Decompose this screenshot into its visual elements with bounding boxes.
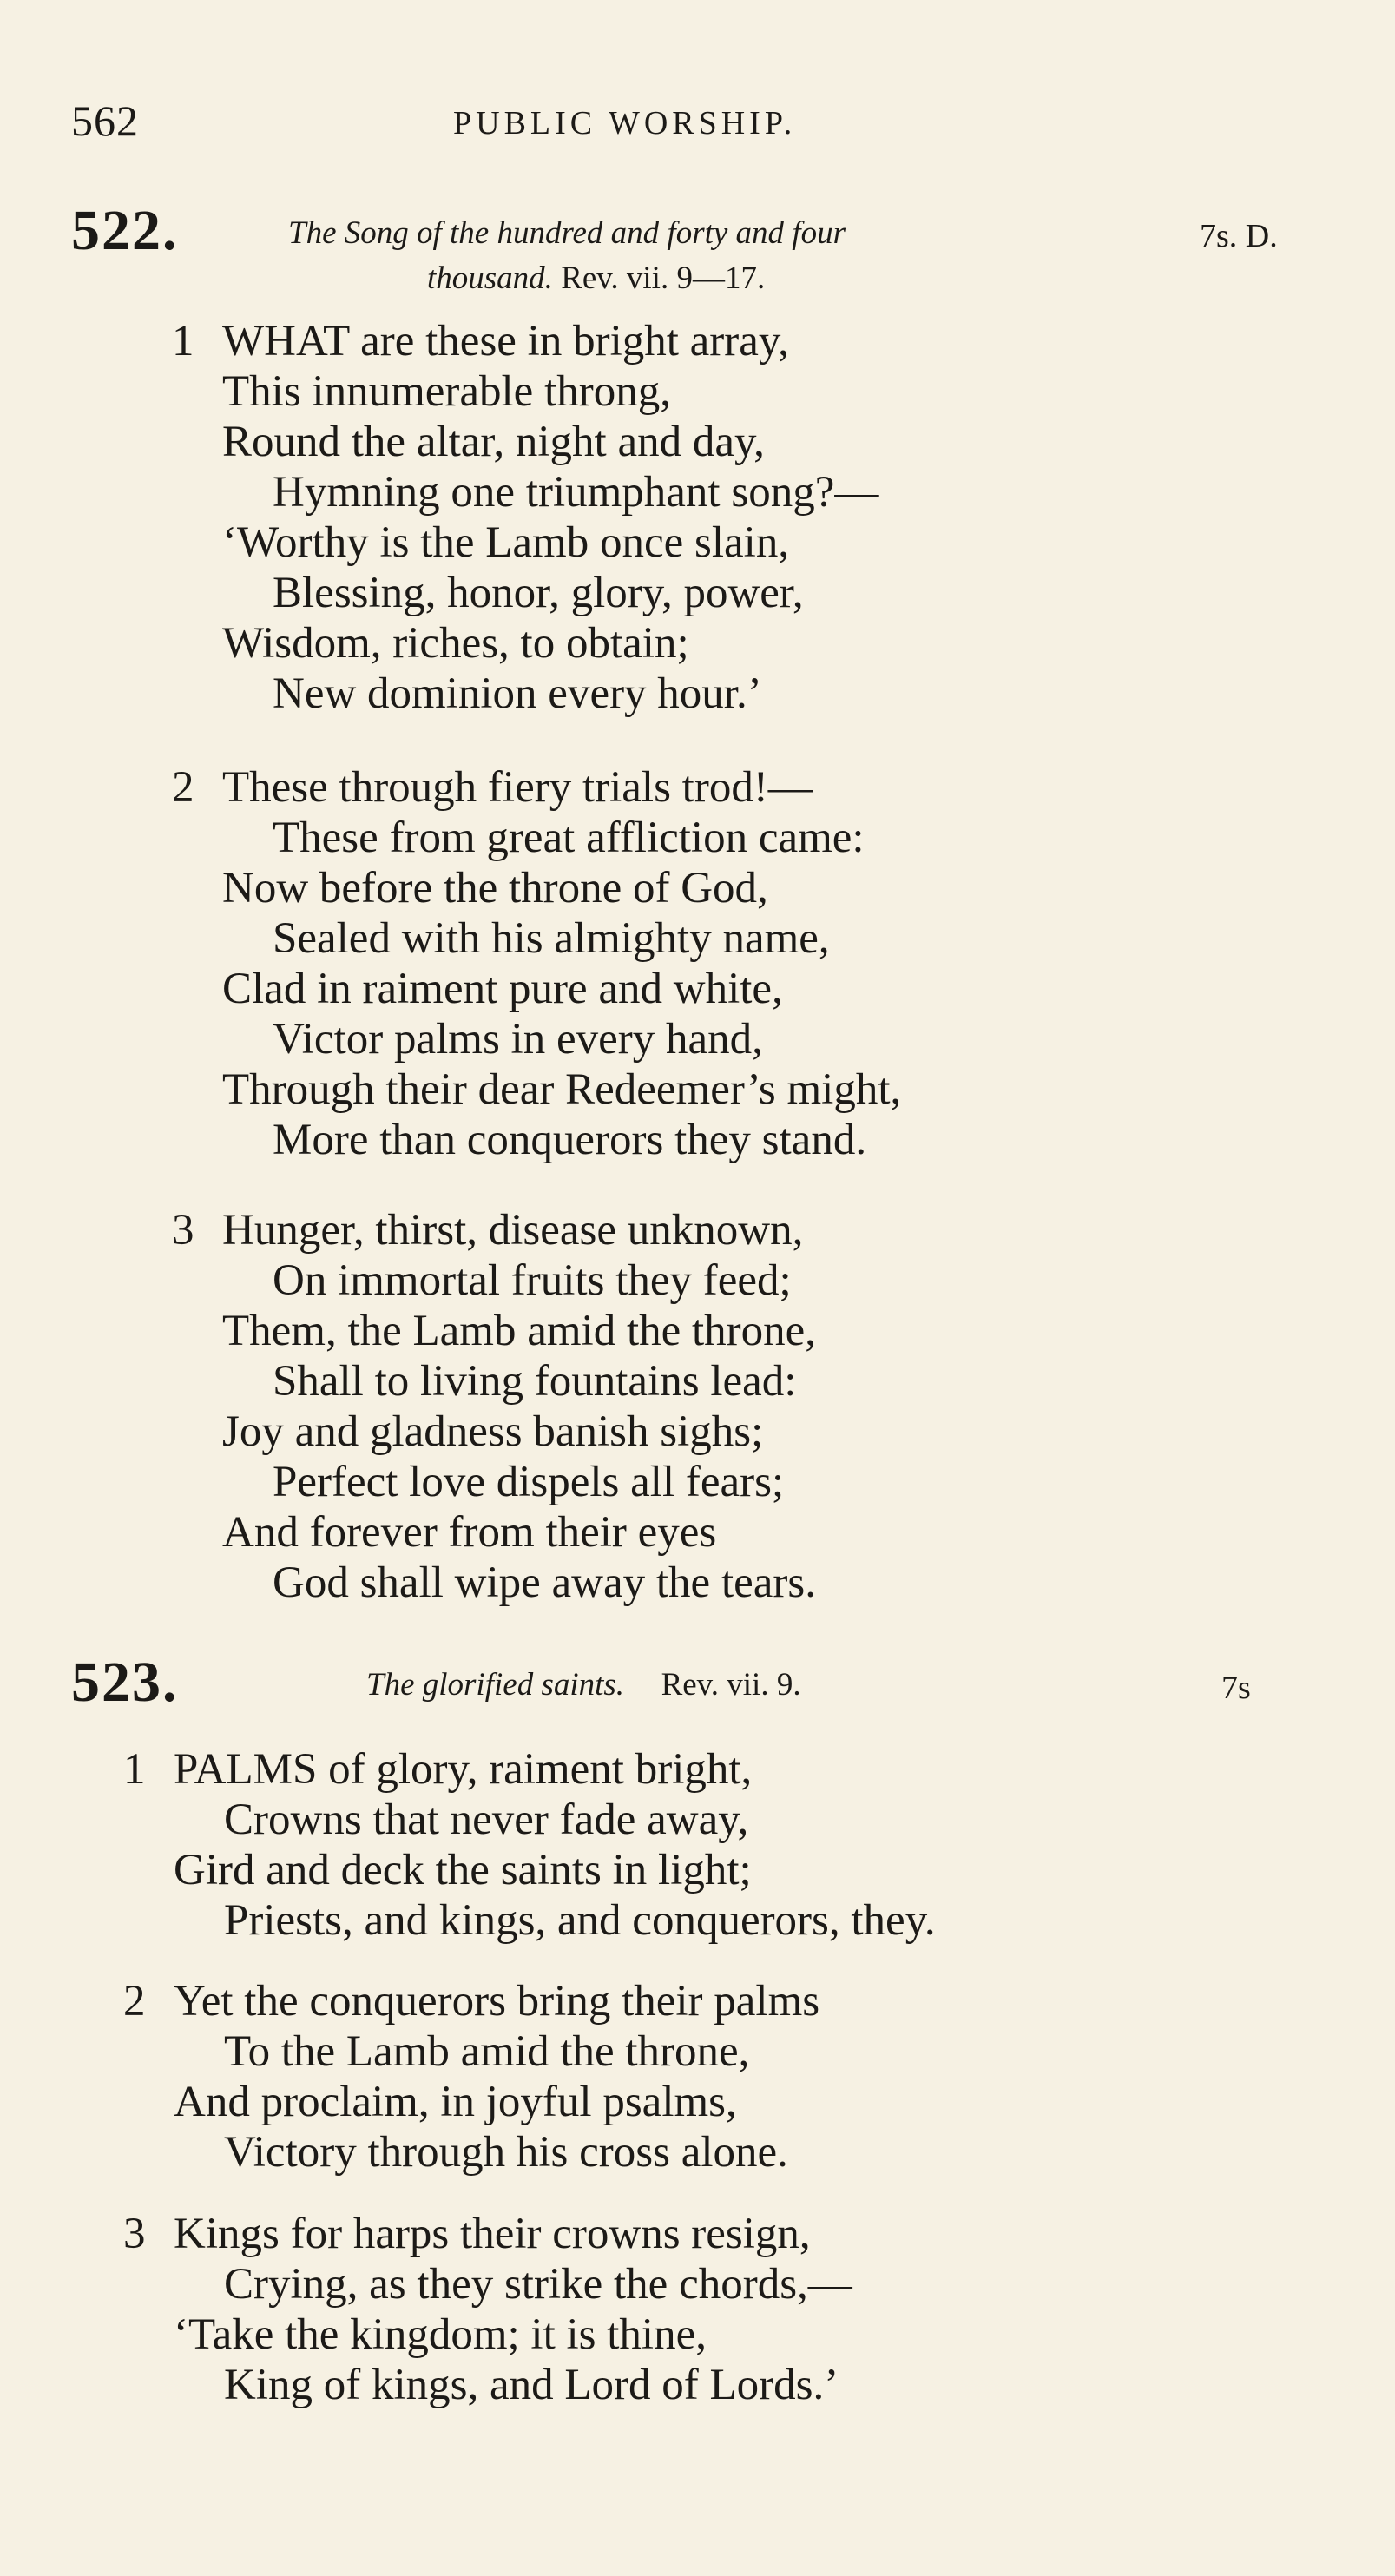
verse-line: Crowns that never fade away, (224, 1795, 749, 1844)
verse-line: ‘Worthy is the Lamb once slain, (222, 518, 790, 567)
verse (123, 2209, 852, 2410)
verse-line: Victor palms in every hand, (273, 1015, 763, 1064)
verse-line: Wisdom, riches, to obtain; (222, 619, 689, 668)
verse-number: 2 (172, 763, 194, 812)
verse-number: 3 (123, 2210, 146, 2258)
hymn-title (366, 1660, 801, 1710)
hymn-number: 522. (71, 199, 179, 262)
verse (172, 1205, 816, 1608)
verse-line: 2 These through fiery trials trod!— (172, 763, 813, 812)
verse-line: Hymning one triumphant song?— (273, 468, 879, 517)
verse-line: ‘Take the kingdom; it is thine, (174, 2310, 707, 2359)
verse-line: 3 Hunger, thirst, disease unknown, (172, 1206, 804, 1255)
running-head (71, 96, 1326, 156)
verse (172, 762, 901, 1165)
hymn-title-italic: The Song of the hundred and forty and four (288, 215, 846, 251)
verse-line: Joy and gladness banish sighs; (222, 1407, 764, 1456)
page-number: 562 (71, 96, 139, 145)
verse-line: Priests, and kings, and conquerors, they. (224, 1896, 936, 1945)
scripture-reference: Rev. vii. 9—17. (561, 260, 766, 296)
verse-line: God shall wipe away the tears. (273, 1558, 816, 1607)
verse-line: King of kings, and Lord of Lords.’ (224, 2361, 839, 2409)
running-title: PUBLIC WORSHIP. (453, 105, 797, 142)
verse (123, 1744, 936, 1946)
verse-line: Shall to living fountains lead: (273, 1357, 797, 1406)
verse-line: This innumerable throng, (222, 367, 671, 416)
hymn-meter: 7s. D. (1200, 218, 1278, 254)
verse-line: Victory through his cross alone. (224, 2128, 788, 2177)
hymn-meter: 7s (1221, 1670, 1251, 1706)
verse-line: More than conquerors they stand. (273, 1116, 867, 1164)
verse-line: 2 Yet the conquerors bring their palms (123, 1977, 820, 2026)
verse-line: Perfect love dispels all fears; (273, 1458, 785, 1506)
verse-number: 2 (123, 1977, 146, 2026)
verse-line: 1 WHAT are these in bright array, (172, 317, 789, 366)
verse (172, 316, 878, 719)
verse-line: Round the altar, night and day, (222, 418, 765, 466)
verse-line: Blessing, honor, glory, power, (273, 569, 804, 617)
hymn-title (288, 208, 846, 259)
verse-line: Sealed with his almighty name, (273, 914, 830, 963)
verse-number: 3 (172, 1206, 194, 1255)
hymn-title-continued (427, 254, 765, 304)
scripture-reference: Rev. vii. 9. (661, 1667, 801, 1703)
verse-line: Clad in raiment pure and white, (222, 965, 783, 1013)
verse-line: On immortal fruits they feed; (273, 1256, 792, 1305)
verse-line: These from great affliction came: (273, 814, 865, 862)
verse-line: And forever from their eyes (222, 1508, 717, 1557)
verse-line: Now before the throne of God, (222, 864, 768, 912)
verse-line: And proclaim, in joyful psalms, (174, 2078, 737, 2126)
verse-line: 3 Kings for harps their crowns resign, (123, 2210, 811, 2258)
hymn-title-italic: thousand. (427, 260, 553, 296)
verse-line: Crying, as they strike the chords,— (224, 2260, 852, 2309)
hymn-number: 523. (71, 1650, 179, 1714)
verse-line: New dominion every hour.’ (273, 669, 762, 718)
verse-line: Gird and deck the saints in light; (174, 1846, 752, 1894)
verse-number: 1 (172, 317, 194, 366)
verse-line: To the Lamb amid the throne, (224, 2027, 750, 2076)
verse (123, 1976, 819, 2177)
verse-line: Them, the Lamb amid the throne, (222, 1307, 817, 1355)
verse-line: 1 PALMS of glory, raiment bright, (123, 1745, 753, 1794)
verse-number: 1 (123, 1745, 146, 1794)
verse-line: Through their dear Redeemer’s might, (222, 1065, 902, 1114)
hymn-title-italic: The glorified saints. (366, 1667, 625, 1703)
